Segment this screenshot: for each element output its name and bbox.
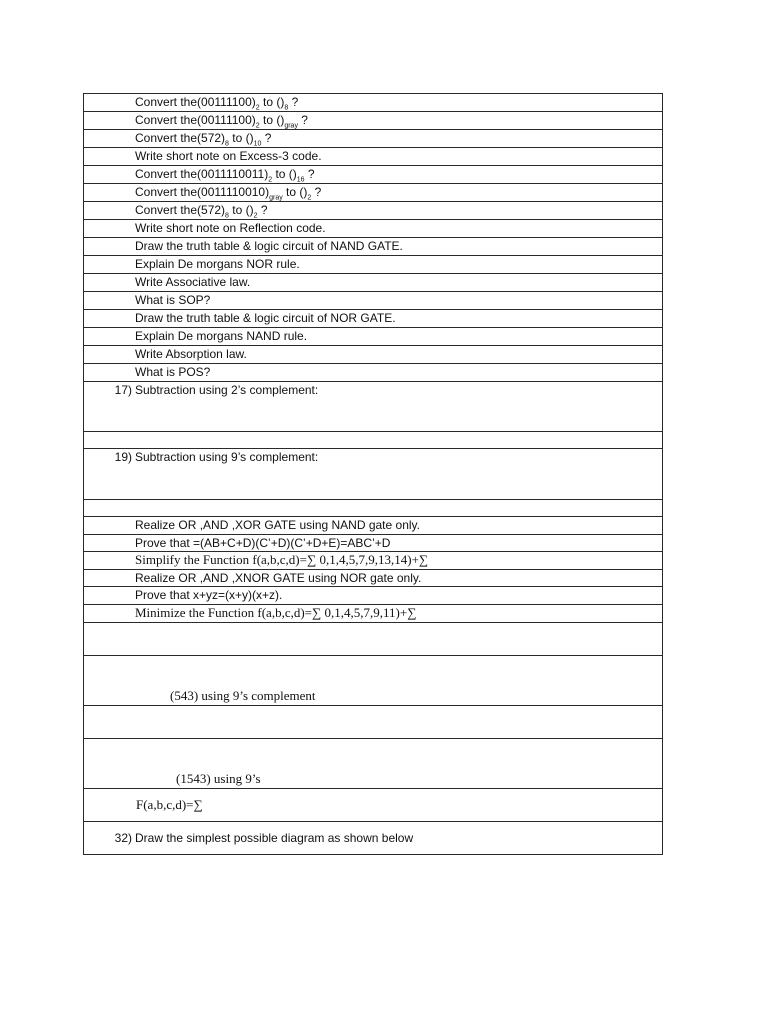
question-text: Realize OR ,AND ,XNOR GATE using NOR gate only. — [135, 571, 422, 585]
question-text: Write Associative law. — [135, 275, 251, 289]
question-text: Write short note on Excess-3 code. — [135, 149, 322, 163]
table-row — [84, 292, 663, 310]
table-row — [84, 432, 663, 449]
table-row — [84, 500, 663, 517]
table-row — [84, 346, 663, 364]
table-row — [84, 130, 663, 148]
table-row — [84, 570, 663, 587]
table-row — [84, 220, 663, 238]
table-row — [84, 535, 663, 552]
table-row — [84, 382, 663, 432]
question-text: Convert $the(00111100)_2$ to $()_{gray}$ ? — [135, 113, 308, 130]
question-table — [83, 93, 663, 855]
table-row — [84, 789, 663, 822]
question-text: Convert $the(00111100)_2$ to $()_8$ ? — [135, 95, 299, 112]
table-row — [84, 328, 663, 346]
question-text: Write short note on Reflection code. — [135, 221, 326, 235]
question-number: 19) — [114, 450, 132, 464]
question-text: Realize OR ,AND ,XOR GATE using NAND gate only. — [135, 518, 420, 532]
question-text: Prove that =(AB+C+D)(C’+D)(C’+D+E)=ABC’+D — [135, 536, 391, 550]
table-row — [84, 605, 663, 623]
question-text: 32) Draw the simplest possible diagram as shown below — [84, 830, 662, 846]
table-row — [84, 310, 663, 328]
question-text: Draw the truth table & logic circuit of NAND GATE. — [135, 239, 403, 253]
question-text: Explain De morgans NOR rule. — [135, 257, 300, 271]
table-row — [84, 517, 663, 535]
question-text: Draw the truth table & logic circuit of NOR GATE. — [135, 311, 396, 325]
table-row — [84, 822, 663, 855]
table-row — [84, 238, 663, 256]
table-row — [84, 202, 663, 220]
table-row — [84, 94, 663, 112]
question-number: 32) — [114, 831, 132, 845]
question-note: (1543) using 9’s — [176, 771, 261, 786]
question-text: Simplify the Function f(a,b,c,d)=∑ 0,1,4,5,7,9,13,14)+∑ — [135, 552, 429, 567]
question-text: 17) Subtraction using 2’s complement: — [84, 382, 662, 398]
question-text: What is POS? — [135, 365, 211, 379]
question-note: (543) using 9’s complement — [170, 688, 316, 703]
table-row — [84, 184, 663, 202]
question-note: F(a,b,c,d)=∑ — [136, 797, 203, 812]
table-row — [84, 656, 663, 706]
question-text: Explain De morgans NAND rule. — [135, 329, 308, 343]
question-text: What is SOP? — [135, 293, 211, 307]
table-row — [84, 166, 663, 184]
table-row — [84, 739, 663, 789]
question-number: 17) — [114, 383, 132, 397]
table-row — [84, 256, 663, 274]
question-text: Convert $the(0011110011)_2$ to $()_{16}$ ? — [135, 167, 315, 184]
table-row — [84, 587, 663, 605]
table-row — [84, 148, 663, 166]
table-row — [84, 274, 663, 292]
table-row — [84, 552, 663, 570]
table-row — [84, 623, 663, 656]
table-row — [84, 449, 663, 500]
question-text: Convert $the(572)_8$ to $()_{10}$ ? — [135, 131, 272, 148]
table-row — [84, 706, 663, 739]
question-text: Prove that x+yz=(x+y)(x+z). — [135, 588, 283, 602]
table-row — [84, 112, 663, 130]
table-row — [84, 364, 663, 382]
question-text: 19) Subtraction using 9’s complement: — [84, 449, 662, 465]
question-text: Convert $the(0011110010)_{gray}$ to $()_2$ ? — [135, 185, 322, 202]
question-text: Write Absorption law. — [135, 347, 247, 361]
question-text: Convert $the(572)_8$ to $()_2$ ? — [135, 203, 268, 220]
question-text: Minimize the Function f(a,b,c,d)=∑ 0,1,4,5,7,9,11)+∑ — [135, 605, 417, 620]
